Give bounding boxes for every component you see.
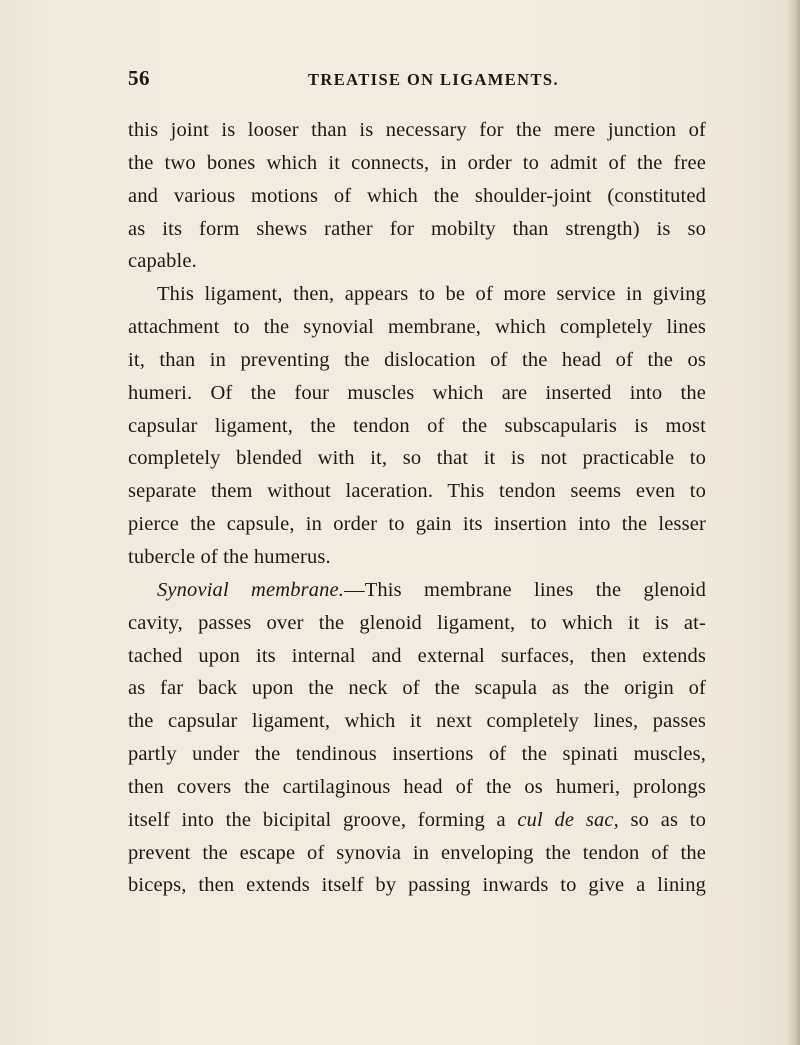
page-number: 56: [128, 66, 150, 90]
text-line: then covers the cartilaginous head of the os humeri, prolongs: [128, 775, 706, 798]
section-heading-italic: Synovial membrane.: [157, 578, 345, 601]
text-line: partly under the tendinous insertions of the spinati muscles,: [128, 743, 706, 766]
page-header: [128, 66, 688, 98]
text-line: capable.: [128, 250, 197, 273]
page-edge-shadow: [786, 0, 800, 1045]
text-line: tached upon its internal and external surfaces, then extends: [128, 644, 706, 667]
italic-phrase: cul de sac,: [517, 808, 619, 831]
text-line: pierce the capsule, in order to gain its insertion into the lesser: [128, 513, 706, 536]
text-line: humeri. Of the four muscles which are inserted into the: [128, 381, 706, 404]
text-line: tubercle of the humerus.: [128, 545, 331, 568]
text-line: this joint is looser than is necessary for the mere junction of: [128, 119, 706, 141]
text-line: prevent the escape of synovia in enveloping the tendon of the: [128, 841, 706, 864]
paragraph-start-line: This ligament, then, appears to be of more service in giving: [157, 283, 706, 306]
text-line: capsular ligament, the tendon of the subscapularis is most: [128, 414, 706, 437]
text-line: as its form shews rather for mobilty than strength) is so: [128, 217, 706, 240]
text-line: cavity, passes over the glenoid ligament, to which it is at-: [128, 611, 706, 634]
text-line: the capsular ligament, which it next completely lines, passes: [128, 710, 706, 733]
body-text: [128, 114, 706, 902]
running-head: TREATISE ON LIGAMENTS.: [308, 70, 560, 89]
text-line: and various motions of which the shoulder-joint (constituted: [128, 184, 706, 207]
text-line: it, than in preventing the dislocation of the head of the os: [128, 348, 706, 371]
text-line: as far back upon the neck of the scapula as the origin of: [128, 677, 706, 700]
text-line: attachment to the synovial membrane, which completely lines: [128, 316, 706, 339]
text-line: the two bones which it connects, in order to admit of the free: [128, 151, 706, 174]
section-heading-line: Synovial membrane.—This membrane lines the glenoid: [157, 578, 706, 601]
text-line: biceps, then extends itself by passing inwards to give a lining: [128, 874, 706, 897]
text-line: itself into the bicipital groove, forming a cul de sac, so as to: [128, 808, 706, 831]
text-line: separate them without laceration. This tendon seems even to: [128, 480, 706, 503]
text-line: completely blended with it, so that it is not practicable to: [128, 447, 706, 470]
